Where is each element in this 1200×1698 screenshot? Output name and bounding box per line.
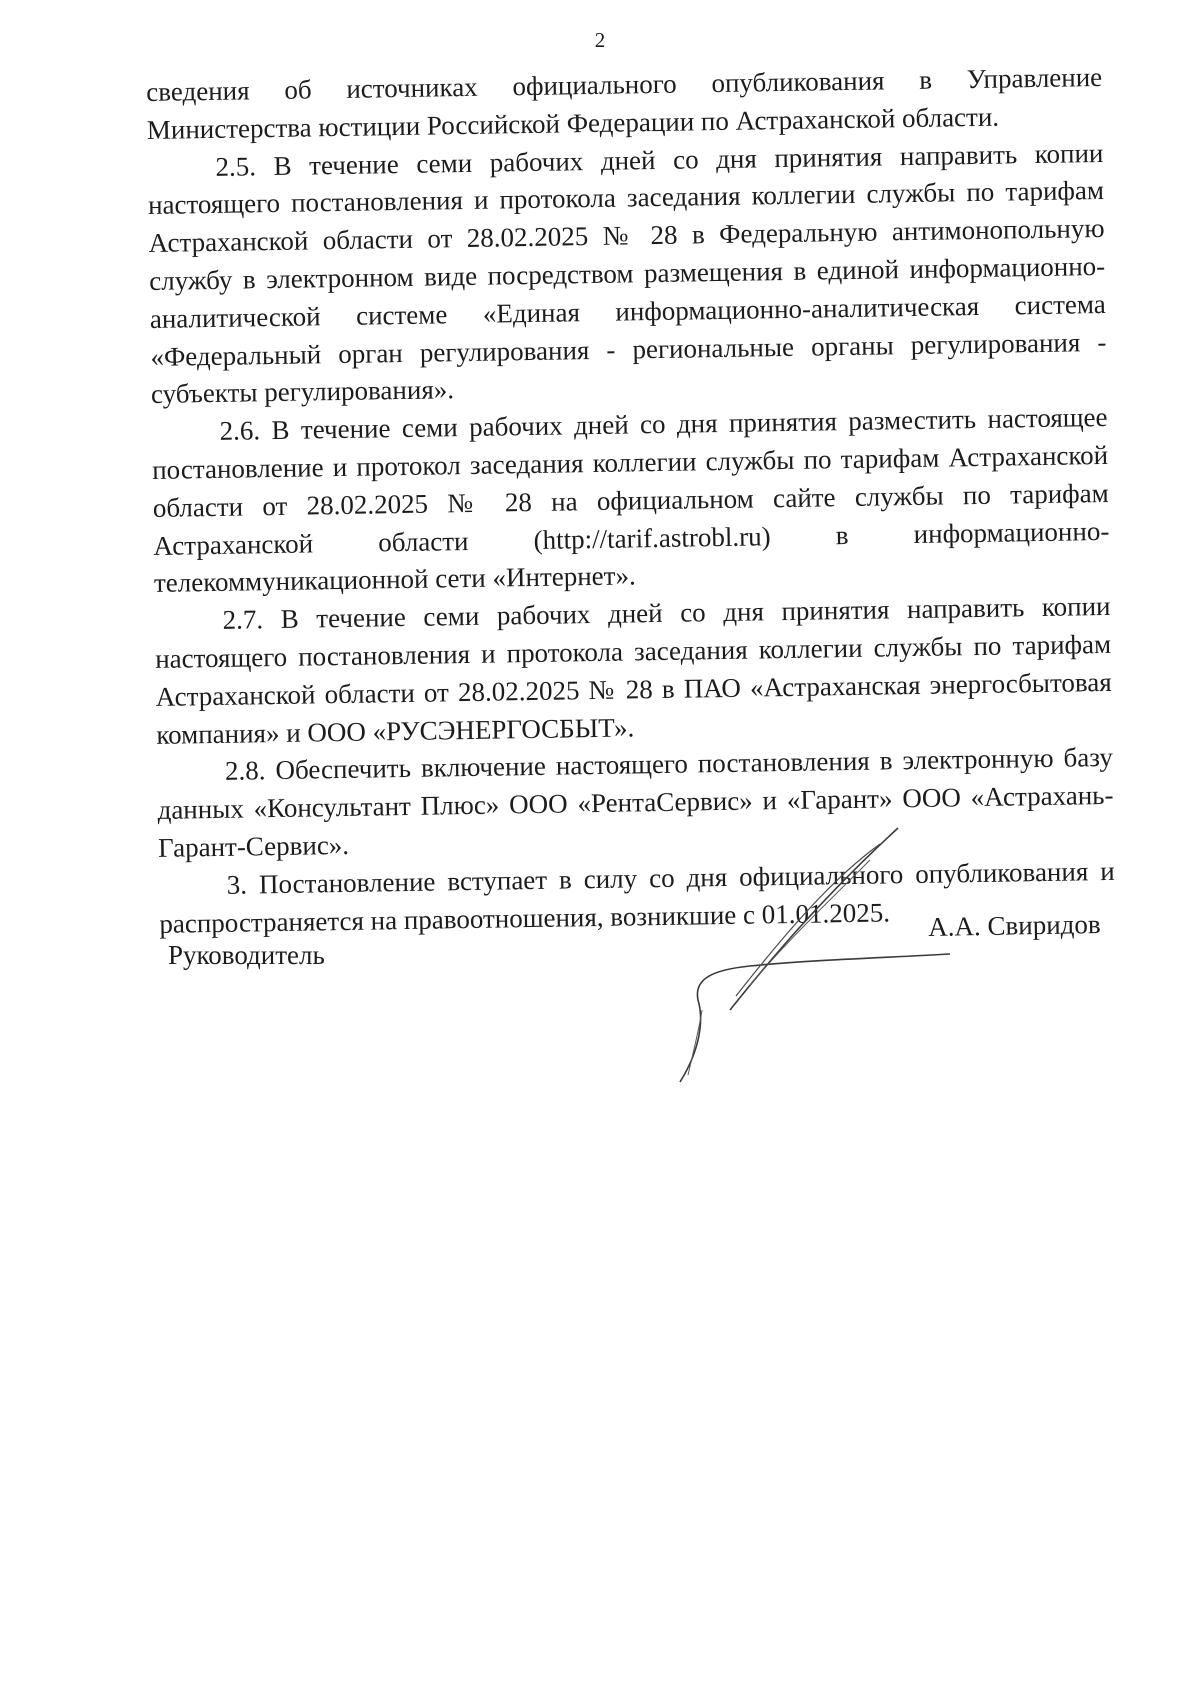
paragraph-2-6: 2.6. В течение семи рабочих дней со дня принятия разместить настоящее постановление и протокол заседания коллегии службы по тарифам Астраханской области от 28.02.2025 № 28 на официальном сайте службы по тарифам Астраханской области (http://tarif.astrobl.ru) в информационно-телекоммуникационной сети «Интернет». [151, 402, 1110, 599]
paragraph-2-5: 2.5. В течение семи рабочих дней со дня принятия направить копии настоящего постановления и протокола заседания коллегии службы по тарифам Астраханской области от 28.02.2025 № 28 в Федеральную антимонопольную службу в электронном виде посредством размещения в единой информационно-аналитической системе «Единая информационно-аналитическая система «Федеральный орган регулирования - региональные органы регулирования - субъекты регулирования». [147, 137, 1107, 410]
paragraph-continuation: сведения об источниках официального опубликования в Управление Министерства юстиции Российской Федерации по Астраханской области. [146, 61, 1103, 145]
paragraph-2-8: 2.8. Обеспечить включение настоящего постановления в электронную базу данных «Консультант Плюс» ООО «РентаСервис» и «Гарант» ООО «Астрахань-Гарант-Сервис». [157, 742, 1114, 863]
handwritten-signature-icon [640, 820, 960, 1090]
signatory-position: Руководитель [168, 940, 325, 970]
signatory-name: А.А. Свиридов [928, 908, 1101, 942]
paragraph-2-7: 2.7. В течение семи рабочих дней со дня принятия направить копии настоящего постановления и протокола заседания коллегии службы по тарифам Астраханской области от 28.02.2025 № 28 в ПАО «Астраханская энергосбытовая компания» и ООО «РУСЭНЕРГОСБЫТ». [154, 591, 1112, 750]
page-number: 2 [594, 28, 606, 52]
paragraph-3: 3. Постановление вступает в силу со дня официального опубликования и распространяется на правоотношения, возникшие с 01.01.2025. [159, 855, 1115, 939]
